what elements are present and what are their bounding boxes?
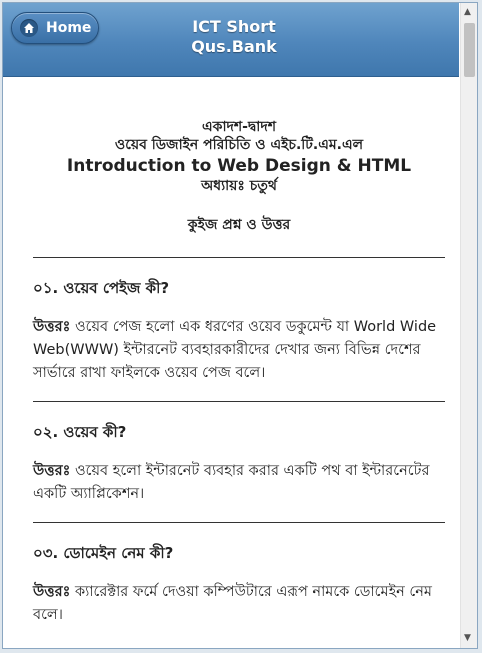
answer-label: উত্তরঃ xyxy=(33,319,71,335)
answer-text: ওয়েব পেজ হলো এক ধরণের ওয়েব ডকুমেন্ট যা World Wide Web(WWW) ইন্টারনেট ব্যবহারকারীদের দেখার জন্য বিভিন্ন দেশের সার্ভারে রাখা ফাইলকে ওয়েব পেজ বলে। xyxy=(33,319,437,381)
divider xyxy=(33,522,445,523)
question-3: ০৩. ডোমেইন নেম কী? xyxy=(33,544,174,562)
subject-bangla: ওয়েব ডিজাইন পরিচিতি ও এইচ.টি.এম.এল xyxy=(114,137,364,153)
header-bar xyxy=(3,3,459,77)
app-window xyxy=(2,2,478,649)
question-2: ০২. ওয়েব কী? xyxy=(33,423,127,441)
answer-1 xyxy=(33,316,445,385)
answer-2 xyxy=(33,460,445,506)
quiz-heading: কুইজ প্রশ্ন ও উত্তর xyxy=(187,217,291,233)
title-line-2: Qus.Bank xyxy=(191,37,277,56)
scroll-up-arrow-icon[interactable]: ▲ xyxy=(464,7,471,17)
answer-text: ক্যারেক্টার ফর্মে দেওয়া কম্পিউটারে এরূপ নামকে ডোমেইন নেম বলে। xyxy=(33,584,432,623)
main-content xyxy=(33,118,445,627)
home-icon xyxy=(20,19,38,37)
home-button[interactable] xyxy=(11,12,99,44)
scroll-thumb[interactable] xyxy=(464,23,475,77)
intro-block xyxy=(33,118,445,235)
divider xyxy=(33,401,445,402)
answer-label: উত্তরঃ xyxy=(33,463,71,479)
answer-text: ওয়েব হলো ইন্টারনেট ব্যবহার করার একটি পথ বা ইন্টারনেটের একটি অ্যাপ্লিকেশন। xyxy=(33,463,430,502)
home-button-label: Home xyxy=(46,20,92,36)
chapter-line: অধ্যায়ঃ চতুর্থ xyxy=(201,178,277,194)
title-line-1: ICT Short xyxy=(192,17,276,36)
divider xyxy=(33,257,445,258)
class-line: একাদশ-দ্বাদশ xyxy=(202,119,276,135)
scroll-down-arrow-icon[interactable]: ▼ xyxy=(464,633,471,643)
answer-label: উত্তরঃ xyxy=(33,584,71,600)
page-title xyxy=(99,17,369,57)
answer-3 xyxy=(33,581,445,627)
vertical-scrollbar[interactable] xyxy=(460,3,478,648)
question-1: ০১. ওয়েব পেইজ কী? xyxy=(33,279,170,297)
subject-english: Introduction to Web Design & HTML xyxy=(66,156,412,176)
